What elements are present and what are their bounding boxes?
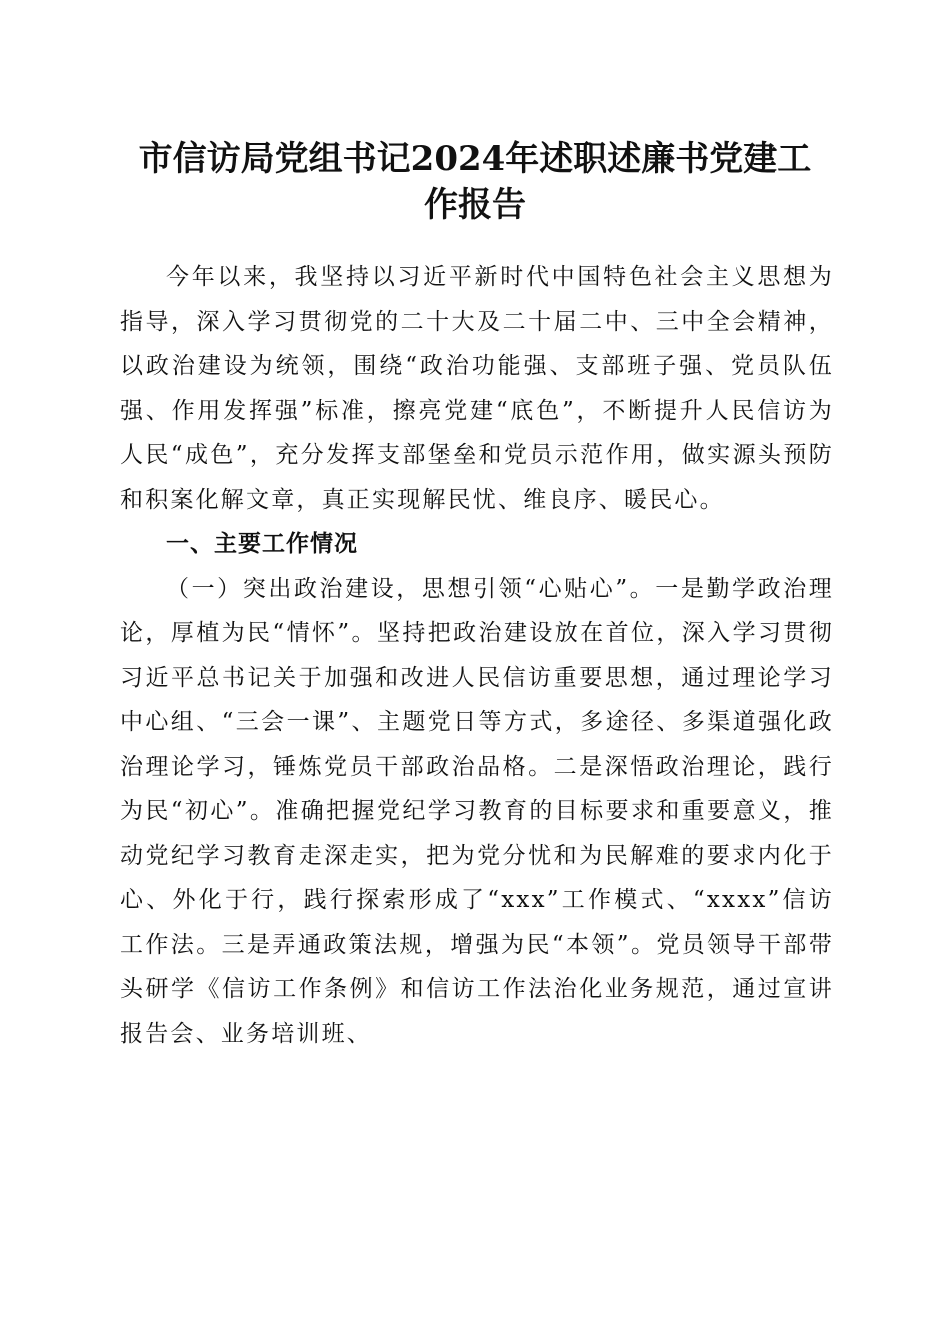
title-line-2: 作报告: [424, 185, 526, 225]
title-line-1: 市信访局党组书记2024年述职述廉书党建工: [138, 139, 812, 179]
document-body: [120, 255, 834, 1056]
section-heading-main-work: 一、主要工作情况: [166, 531, 358, 557]
intro-paragraph: 今年以来，我坚持以习近平新时代中国特色社会主义思想为指导，深入学习贯彻党的二十大及二十届二中、三中全会精神，以政治建设为统领，围绕“政治功能强、支部班子强、党员队伍强、作用发挥强”标准，擦亮党建“底色”，不断提升人民信访为人民“成色”，充分发挥支部堡垒和党员示范作用，做实源头预防和积案化解文章，真正实现解民忧、维良序、暖民心。: [120, 264, 834, 513]
document-title: [110, 136, 840, 228]
section1-paragraph-1: （一）突出政治建设，思想引领“心贴心”。一是勤学政治理论，厚植为民“情怀”。坚持把政治建设放在首位，深入学习贯彻习近平总书记关于加强和改进人民信访重要思想，通过理论学习中心组、“三会一课”、主题党日等方式，多途径、多渠道强化政治理论学习，锤炼党员干部政治品格。二是深悟政治理论，践行为民“初心”。准确把握党纪学习教育的目标要求和重要意义，推动党纪学习教育走深走实，把为党分忧和为民解难的要求内化于心、外化于行，践行探索形成了“xxx”工作模式、“xxxx”信访工作法。三是弄通政策法规，增强为民“本领”。党员领导干部带头研学《信访工作条例》和信访工作法治化业务规范，通过宣讲报告会、业务培训班、: [120, 575, 834, 1047]
